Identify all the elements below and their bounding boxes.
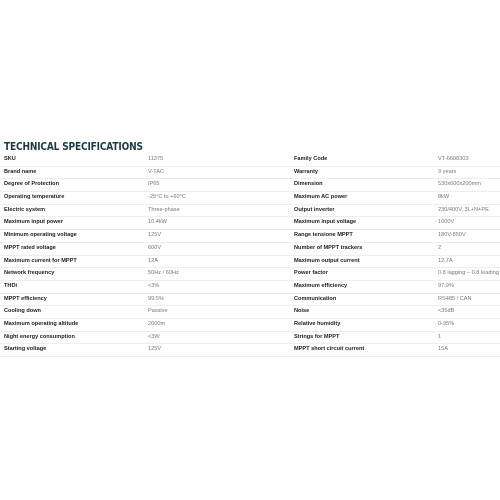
spec-label: Network frequency <box>4 270 55 277</box>
spec-row <box>0 294 500 307</box>
spec-label: Output inverter <box>294 206 335 213</box>
spec-label: Operating temperature <box>4 194 65 201</box>
spec-row <box>0 243 500 256</box>
spec-value: 2 <box>438 244 442 251</box>
spec-table <box>0 154 500 357</box>
spec-label: THDi <box>4 282 18 289</box>
spec-value: V-TAC <box>148 168 165 175</box>
spec-value: 2000m <box>148 320 166 327</box>
spec-label: Strings for MPPT <box>294 333 340 340</box>
spec-value: 1 <box>438 333 442 340</box>
spec-row <box>0 268 500 281</box>
spec-row <box>0 217 500 230</box>
spec-label: MPPT rated voltage <box>4 244 56 251</box>
spec-label: Maximum AC power <box>294 194 348 201</box>
spec-label: Range tensione MPPT <box>294 232 353 239</box>
spec-value: 0-95% <box>438 320 455 327</box>
spec-value: Passive <box>148 308 168 315</box>
spec-value: 50Hz / 60Hz <box>148 270 179 277</box>
spec-label: Maximum output current <box>294 257 360 264</box>
spec-label: Noise <box>294 308 310 315</box>
spec-value: 230/400V, 3L+N+PE <box>438 206 489 213</box>
spec-value: 180V-850V <box>438 232 466 239</box>
spec-value: IP65 <box>148 181 160 188</box>
spec-value: 99.5% <box>148 295 164 302</box>
spec-label: Communication <box>294 295 337 302</box>
spec-label: Family Code <box>294 156 328 162</box>
spec-row <box>0 205 500 218</box>
spec-value: 0.8 lagging – 0.8 leading <box>438 270 499 277</box>
spec-value: Three-phase <box>148 206 180 213</box>
section-title: TECHNICAL SPECIFICATIONS <box>4 141 143 153</box>
spec-label: Maximum efficiency <box>294 282 348 289</box>
spec-value: 97.9% <box>438 282 454 289</box>
spec-row <box>0 344 500 357</box>
spec-value: 11375 <box>148 156 164 162</box>
spec-row <box>0 179 500 192</box>
spec-value: <3% <box>148 282 160 289</box>
spec-label: Electric system <box>4 206 46 213</box>
spec-label: Dimension <box>294 181 323 188</box>
spec-value: RS485 / CAN <box>438 295 472 302</box>
spec-label: MPPT short circuit current <box>294 346 365 353</box>
spec-value: 125V <box>148 232 162 239</box>
spec-row <box>0 154 500 167</box>
spec-label: Warranty <box>294 168 319 175</box>
spec-row <box>0 192 500 205</box>
spec-label: Maximum input power <box>4 219 64 226</box>
spec-label: Minimum operating voltage <box>4 232 77 239</box>
spec-value: 530x600x200mm <box>438 181 481 188</box>
spec-label: Maximum current for MPPT <box>4 257 77 264</box>
spec-value: 8kW <box>438 194 450 201</box>
spec-value: <3W <box>148 333 160 340</box>
spec-value: 3 years <box>438 168 457 175</box>
spec-label: Number of MPPT trackers <box>294 244 363 251</box>
spec-label: Starting voltage <box>4 346 47 353</box>
spec-value: 12.7A <box>438 257 453 264</box>
spec-label: Power factor <box>294 270 328 277</box>
spec-value: 600V <box>148 244 162 251</box>
spec-label: Relative humidity <box>294 320 341 327</box>
spec-row <box>0 306 500 319</box>
spec-label: Brand name <box>4 168 37 175</box>
spec-label: SKU <box>4 156 16 162</box>
spec-label: MPPT efficiency <box>4 295 47 302</box>
spec-label: Maximum input voltage <box>294 219 357 226</box>
spec-row <box>0 332 500 345</box>
spec-row <box>0 167 500 180</box>
spec-label: Night energy consumption <box>4 333 75 340</box>
spec-value: 12A <box>148 257 158 264</box>
spec-value: -25°C to +60°C <box>148 194 186 201</box>
spec-value: VT-6608303 <box>438 156 469 162</box>
spec-row <box>0 256 500 269</box>
spec-value: 1000V <box>438 219 455 226</box>
spec-label: Cooling down <box>4 308 41 315</box>
spec-label: Maximum operating altitude <box>4 320 79 327</box>
spec-value: 10.4kW <box>148 219 167 226</box>
spec-row <box>0 230 500 243</box>
spec-row <box>0 281 500 294</box>
spec-row <box>0 319 500 332</box>
spec-label: Degree of Protection <box>4 181 60 188</box>
spec-value: 125V <box>148 346 162 353</box>
spec-value: <35dB <box>438 308 455 315</box>
spec-value: 15A <box>438 346 448 353</box>
